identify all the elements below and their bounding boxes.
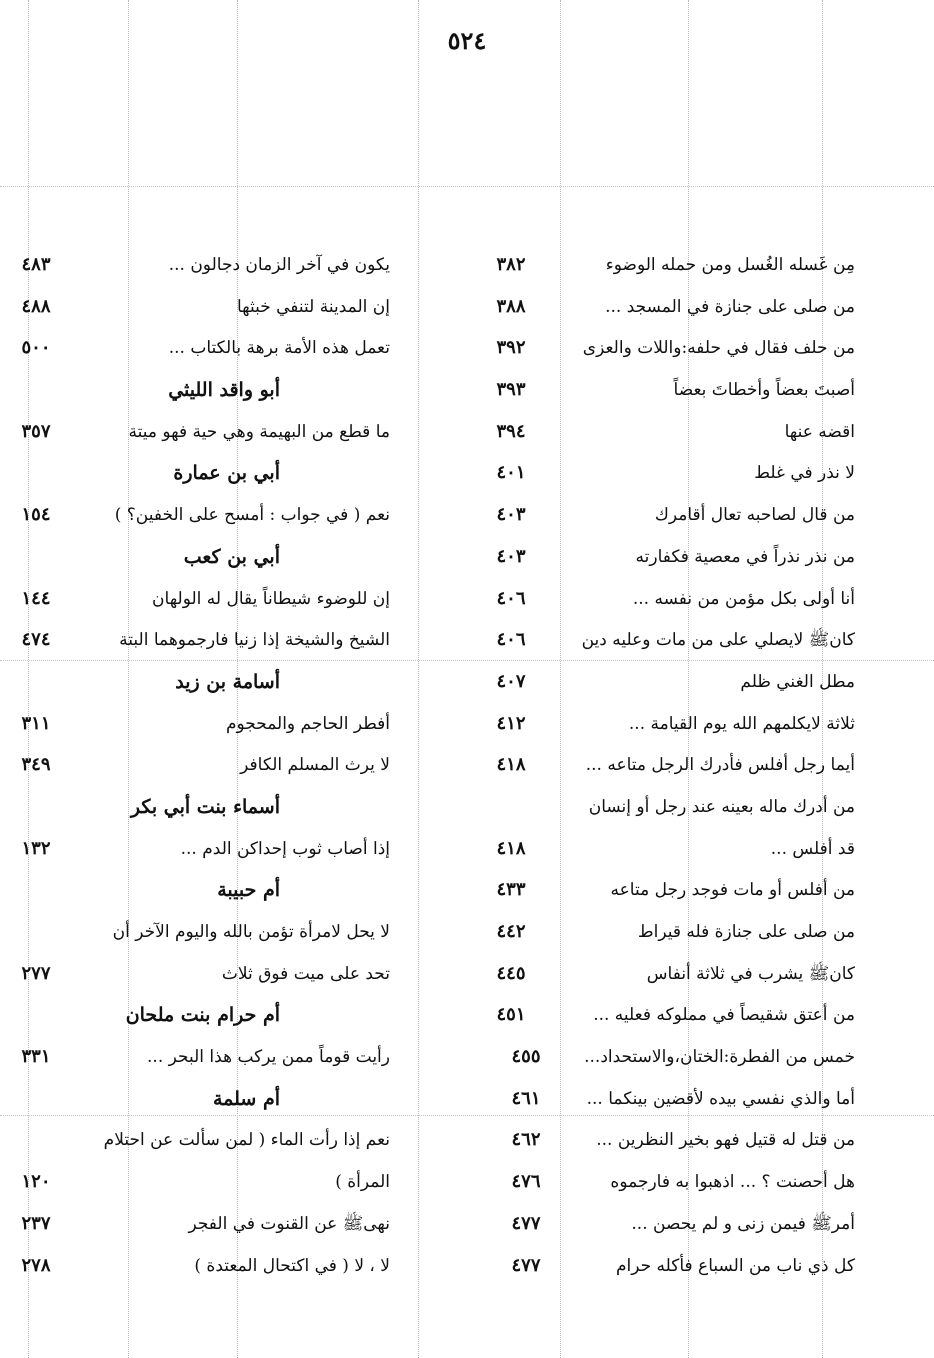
index-entry (5, 703, 390, 745)
page-reference: ٤٤٢ (496, 921, 526, 942)
index-entry (5, 244, 390, 286)
hadith-text: كانﷺ يشرب في ثلاثة أنفاس (646, 963, 855, 984)
narrator-heading (5, 1078, 390, 1120)
page-reference: ٤٠٣ (496, 504, 526, 526)
page-reference: ٣١١ (21, 712, 51, 734)
index-entry (5, 1119, 390, 1161)
narrator-name: أم سلمة (212, 1087, 280, 1110)
index-entry (475, 786, 855, 828)
hadith-text: لا ، لا ( في اكتحال المعتدة ) (194, 1255, 390, 1276)
hadith-text: إذا أصاب ثوب إحداكن الدم ... (180, 838, 390, 859)
page-reference: ٣٩٣ (496, 379, 526, 401)
hadith-text: من أدرك ماله بعينه عند رجل أو إنسان (588, 796, 855, 817)
grid-line (418, 0, 419, 1358)
hadith-text: إن المدينة لتنفي خبثها (236, 296, 390, 317)
hadith-text: أفطر الحاجم والمحجوم (225, 713, 390, 734)
index-entry (5, 494, 390, 536)
hadith-text: ثلاثة لايكلمهم الله يوم القيامة ... (628, 713, 855, 734)
narrator-heading (5, 869, 390, 911)
page-reference: ١٤٤ (21, 587, 51, 609)
page-reference: ٤٧٧ (511, 1212, 541, 1234)
index-column-right (475, 244, 855, 1286)
index-entry (475, 953, 855, 995)
page-reference: ١٣٢ (21, 837, 51, 859)
index-entry (5, 828, 390, 870)
narrator-heading (5, 994, 390, 1036)
hadith-text: من أعتق شقيصاً في مملوكه فعليه ... (593, 1005, 855, 1026)
hadith-text: أيما رجل أفلس فأدرك الرجل متاعه ... (585, 755, 855, 776)
grid-line (0, 186, 934, 187)
index-entry (5, 578, 390, 620)
hadith-text: لا يحل لامرأة تؤمن بالله واليوم الآخر أن (112, 922, 390, 942)
page-reference: ٢٣٧ (21, 1212, 51, 1234)
hadith-text: نعم إذا رأت الماء ( لمن سألت عن احتلام (103, 1130, 390, 1151)
hadith-text: لا يرث المسلم الكافر (240, 755, 390, 776)
page-reference: ٤٨٣ (21, 254, 51, 275)
index-entry (475, 828, 855, 870)
page-reference: ٤٥٥ (511, 1046, 541, 1068)
hadith-text: من أفلس أو مات فوجد رجل متاعه (610, 880, 855, 901)
index-entry (5, 911, 390, 953)
index-entry (5, 953, 390, 995)
hadith-text: لا نذر في غلط (754, 463, 855, 484)
page-reference: ٤٠٣ (496, 545, 526, 567)
hadith-text: أنا أولى بكل مؤمن من نفسه ... (632, 588, 855, 609)
narrator-name: أم حرام بنت ملحان (125, 1004, 280, 1027)
page-reference: ٤٣٣ (496, 879, 526, 901)
hadith-text: نهىﷺ عن القنوت في الفجر (188, 1213, 390, 1234)
index-entry (475, 369, 855, 411)
page-reference: ٤١٨ (496, 837, 526, 859)
hadith-text: كانﷺ لايصلي على من مات وعليه دين (581, 630, 855, 651)
index-entry (475, 244, 855, 286)
page-number: ٥٢٤ (447, 26, 487, 55)
narrator-name: أسماء بنت أبي بكر (130, 795, 280, 818)
hadith-text: من قال لصاحبه تعال أقامرك (654, 505, 855, 526)
page-reference: ٢٧٧ (21, 962, 51, 984)
index-entry (5, 286, 390, 328)
narrator-heading (5, 369, 390, 411)
page-reference: ٤٤٥ (496, 962, 526, 984)
index-entry (475, 1119, 855, 1161)
hadith-text: تعمل هذه الأمة برهة بالكتاب ... (168, 338, 390, 359)
hadith-text: اقضه عنها (784, 421, 855, 442)
index-entry (5, 744, 390, 786)
index-entry (475, 327, 855, 369)
page-reference: ٣٩٤ (496, 420, 526, 442)
index-column-left (5, 244, 390, 1286)
hadith-text: من حلف فقال في حلفه:واللات والعزى (582, 338, 855, 359)
page-reference: ٤١٢ (496, 712, 526, 734)
hadith-text: من صلى على جنازة فله قيراط (637, 922, 855, 942)
page-reference: ٤٠٦ (496, 629, 526, 651)
hadith-text: كل ذي ناب من السباع فأكله حرام (615, 1255, 855, 1276)
hadith-text: مِن غَسله الغُسل ومن حمله الوضوء (605, 255, 855, 275)
narrator-heading (5, 536, 390, 578)
index-entry (475, 744, 855, 786)
page-reference: ٤٦١ (511, 1087, 541, 1109)
index-entry (475, 1245, 855, 1287)
index-entry (5, 1245, 390, 1287)
page-reference: ٣٩٢ (496, 337, 526, 359)
page-reference: ٤٠١ (496, 462, 526, 484)
index-entry (475, 1078, 855, 1120)
page-reference: ٣٨٨ (496, 295, 526, 317)
hadith-text: من قتل له قتيل فهو بخير النظرين ... (596, 1130, 855, 1151)
index-entry (475, 494, 855, 536)
page-reference: ٤٧٤ (21, 629, 51, 651)
page-reference: ٣٤٩ (21, 754, 51, 776)
index-entry (475, 411, 855, 453)
page-reference: ٤٧٦ (511, 1171, 541, 1193)
index-entry (475, 1036, 855, 1078)
index-entry (5, 1203, 390, 1245)
hadith-text: أما والذي نفسي بيده لأقضين بينكما ... (586, 1088, 855, 1109)
index-entry (475, 619, 855, 661)
hadith-text: من نذر نذراً في معصية فكفارته (635, 546, 855, 567)
page-reference: ٤١٨ (496, 754, 526, 776)
page-reference: ٢٧٨ (21, 1254, 51, 1276)
page-reference: ٣٣١ (21, 1046, 51, 1068)
index-entry (475, 911, 855, 953)
page-reference: ٤٧٧ (511, 1254, 541, 1276)
hadith-text: خمس من الفطرة:الختان،والاستحداد... (584, 1047, 855, 1068)
page-reference: ٣٨٢ (496, 254, 526, 275)
narrator-name: أسامة بن زيد (175, 670, 280, 693)
hadith-text: ما قطع من البهيمة وهي حية فهو ميتة (128, 421, 390, 442)
hadith-text: الشيخ والشيخة إذا زنيا فارجموهما البتة (119, 630, 390, 651)
hadith-text: نعم ( في جواب : أمسح على الخفين؟ ) (114, 505, 390, 526)
page-reference: ١٢٠ (21, 1171, 51, 1193)
hadith-text: مطل الغني ظلم (740, 671, 855, 692)
index-entry (5, 1161, 390, 1203)
index-entry (5, 1036, 390, 1078)
index-entry (475, 536, 855, 578)
index-entry (475, 1161, 855, 1203)
index-entry (5, 327, 390, 369)
index-entry (5, 619, 390, 661)
index-entry (475, 286, 855, 328)
page-reference: ٤٥١ (496, 1004, 526, 1026)
hadith-text: إن للوضوء شيطاناً يقال له الولهان (152, 588, 390, 609)
page-reference: ٤٠٦ (496, 587, 526, 609)
hadith-text: تحد على ميت فوق ثلاث (221, 963, 390, 984)
page-reference: ٤٦٢ (511, 1129, 541, 1151)
hadith-text: يكون في آخر الزمان دجالون ... (168, 255, 390, 275)
hadith-text: من صلى على جنازة في المسجد ... (605, 296, 855, 317)
index-entry (475, 661, 855, 703)
page-reference: ٤٠٧ (496, 670, 526, 692)
page-reference: ٤٨٨ (21, 295, 51, 317)
index-entry (475, 703, 855, 745)
page-reference: ١٥٤ (21, 504, 51, 526)
index-entry (475, 1203, 855, 1245)
hadith-text: أمرﷺ فيمن زنى و لم يحصن ... (631, 1213, 855, 1234)
narrator-heading (5, 661, 390, 703)
index-entry (475, 578, 855, 620)
hadith-text: رأيت قوماً ممن يركب هذا البحر ... (147, 1047, 390, 1068)
narrator-name: أبو واقد الليثي (168, 379, 280, 402)
narrator-name: أم حبيبة (217, 879, 280, 902)
narrator-name: أبي بن عمارة (173, 462, 280, 485)
hadith-text: هل أحصنت ؟ ... اذهبوا به فارجموه (610, 1172, 855, 1193)
index-entry (475, 994, 855, 1036)
page-reference: ٥٠٠ (21, 337, 51, 359)
index-entry (475, 869, 855, 911)
narrator-name: أبي بن كعب (183, 545, 280, 568)
page-reference: ٣٥٧ (21, 420, 51, 442)
hadith-text: قد أفلس ... (770, 838, 855, 859)
index-entry (475, 452, 855, 494)
narrator-heading (5, 452, 390, 494)
hadith-text: أصبتَ بعضاً وأخطاتَ بعضاً (673, 380, 855, 401)
index-entry (5, 411, 390, 453)
hadith-text: المرأة ) (335, 1172, 390, 1193)
narrator-heading (5, 786, 390, 828)
